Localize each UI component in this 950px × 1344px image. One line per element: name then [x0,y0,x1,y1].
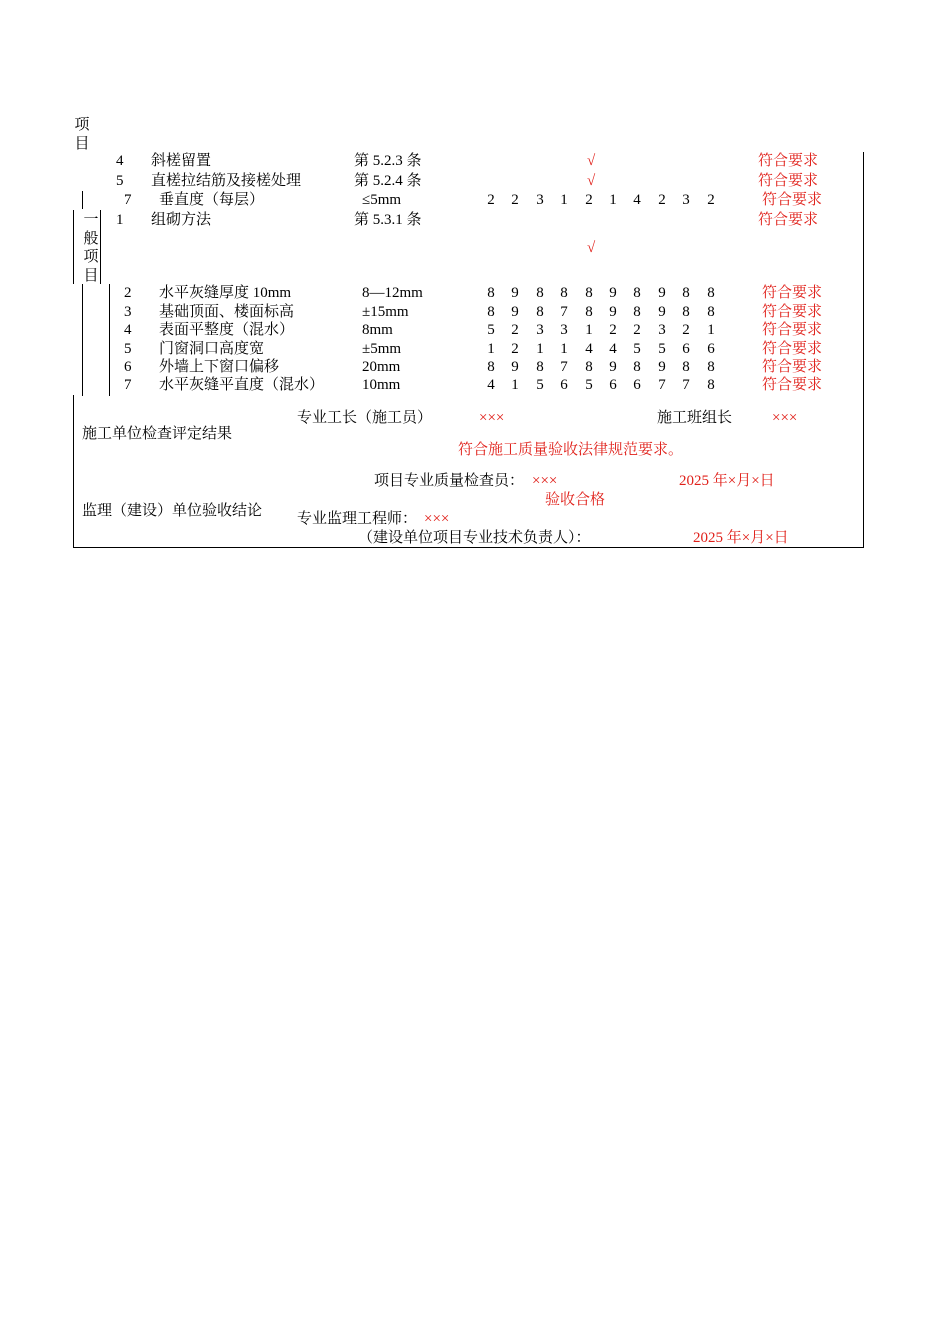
team-leader-value: ××× [772,410,798,426]
measurement: 3 [682,192,690,208]
measurement: 6 [560,377,568,393]
table-right-border-top [863,152,864,547]
contractor-result-label: 施工单位检查评定结果 [82,426,233,442]
row-name: 表面平整度（混水） [159,322,295,338]
measurement: 9 [658,285,666,301]
row-no: 7 [124,377,132,393]
measurement: 1 [536,341,544,357]
team-leader-label: 施工班组长 [657,410,733,426]
measurement: 1 [560,341,568,357]
measurement: 9 [511,304,519,320]
row-name: 水平灰缝厚度 10mm [159,285,292,301]
measurement: 2 [633,322,641,338]
row-standard: ±15mm [362,304,409,320]
measurement: 5 [487,322,495,338]
main-row-5-no: 5 [116,173,124,189]
contractor-date: 2025 年×月×日 [679,473,775,489]
measurement: 9 [658,359,666,375]
measurement: 8 [707,377,715,393]
measurement: 2 [658,192,666,208]
supervisor-result-label: 监理（建设）单位验收结论 [82,503,263,519]
contractor-conclusion: 符合施工质量验收法律规范要求。 [458,442,684,458]
row-standard: 8—12mm [362,285,423,301]
measurement: 2 [511,341,519,357]
row-standard: 8mm [362,322,393,338]
row-no: 3 [124,304,132,320]
main-row-7-standard: ≤5mm [362,192,402,208]
measurement: 3 [560,322,568,338]
general-section-label: 一般项目 [83,212,99,284]
measurement: 8 [682,359,690,375]
row-result: 符合要求 [762,341,823,357]
general-left-border-a [73,210,74,284]
measurement: 8 [487,359,495,375]
general-inner-border-a [100,210,101,284]
main-row-5-result: 符合要求 [758,173,819,189]
measurement: 2 [487,192,495,208]
supervising-engineer-label: 专业监理工程师： [297,511,418,527]
supervising-engineer-value: ××× [424,511,450,527]
main-row-5-standard: 第 5.2.4 条 [354,173,422,189]
measurement: 9 [609,285,617,301]
measurement: 7 [658,377,666,393]
supervisor-date: 2025 年×月×日 [693,530,789,546]
measurement: 6 [707,341,715,357]
measurement: 8 [707,285,715,301]
main-row-5-name: 直槎拉结筋及接槎处理 [151,173,302,189]
measurement: 4 [487,377,495,393]
main-row-4-name: 斜槎留置 [151,153,212,169]
table-bottom-border [73,547,864,548]
measurement: 7 [560,304,568,320]
measurement: 9 [609,304,617,320]
quality-inspector-label: 项目专业质量检查员： [374,473,525,489]
measurement: 5 [658,341,666,357]
measurement: 2 [511,322,519,338]
measurement: 8 [487,304,495,320]
measurement: 2 [511,192,519,208]
row-name: 水平灰缝平直度（混水） [159,377,325,393]
row-standard: ±5mm [362,341,402,357]
measurement: 8 [487,285,495,301]
measurement: 8 [707,304,715,320]
measurement: 2 [609,322,617,338]
foreman-label: 专业工长（施工员） [297,410,433,426]
measurement: 1 [487,341,495,357]
measurement: 8 [682,304,690,320]
row-standard: 20mm [362,359,401,375]
measurement: 4 [609,341,617,357]
general-row-1-check: √ [587,240,596,256]
foreman-value: ××× [479,410,505,426]
main-section-label: 项目 [74,117,90,152]
main-row-7-no: 7 [124,192,132,208]
general-row-1-name: 组砌方法 [151,212,212,228]
measurement: 3 [536,192,544,208]
general-row-1-no: 1 [116,212,124,228]
measurement: 5 [536,377,544,393]
row-result: 符合要求 [762,377,823,393]
measurement: 2 [707,192,715,208]
general-row-1-standard: 第 5.3.1 条 [354,212,422,228]
measurement: 9 [511,359,519,375]
measurement: 8 [536,304,544,320]
measurement: 9 [511,285,519,301]
measurement: 4 [585,341,593,357]
measurement: 8 [585,304,593,320]
measurement: 8 [536,359,544,375]
measurement: 8 [585,359,593,375]
measurement: 2 [682,322,690,338]
row-no: 6 [124,359,132,375]
row-name: 外墙上下窗口偏移 [159,359,280,375]
measurement: 2 [585,192,593,208]
measurement: 8 [633,285,641,301]
row-result: 符合要求 [762,322,823,338]
main-row-4-standard: 第 5.2.3 条 [354,153,422,169]
supervisor-conclusion: 验收合格 [545,492,606,508]
general-inner-border-b [109,284,110,396]
measurement: 9 [609,359,617,375]
measurement: 8 [707,359,715,375]
row-result: 符合要求 [762,359,823,375]
measurement: 8 [585,285,593,301]
measurement: 7 [682,377,690,393]
main-row-4-result: 符合要求 [758,153,819,169]
measurement: 6 [633,377,641,393]
measurement: 1 [609,192,617,208]
measurement: 1 [585,322,593,338]
measurement: 8 [682,285,690,301]
row-result: 符合要求 [762,285,823,301]
row-name: 门窗洞口高度宽 [159,341,265,357]
main-row-7-name: 垂直度（每层） [159,192,265,208]
measurement: 8 [560,285,568,301]
general-left-border-b [82,284,83,396]
general-row-1-result: 符合要求 [758,212,819,228]
measurement: 9 [658,304,666,320]
measurement: 4 [633,192,641,208]
row-no: 2 [124,285,132,301]
measurement: 8 [633,304,641,320]
quality-inspector-value: ××× [532,473,558,489]
row7-left-tick [82,191,83,209]
measurement: 1 [560,192,568,208]
row-standard: 10mm [362,377,401,393]
measurement: 8 [536,285,544,301]
measurement: 1 [511,377,519,393]
main-row-4-check: √ [587,153,596,169]
measurement: 1 [707,322,715,338]
measurement: 6 [609,377,617,393]
measurement: 3 [658,322,666,338]
measurement: 7 [560,359,568,375]
measurement: 6 [682,341,690,357]
measurement: 3 [536,322,544,338]
measurement: 5 [585,377,593,393]
row-name: 基础顶面、楼面标高 [159,304,295,320]
main-row-4-no: 4 [116,153,124,169]
table-left-border-bottom [73,395,74,547]
measurement: 8 [633,359,641,375]
measurement: 5 [633,341,641,357]
main-row-7-result: 符合要求 [762,192,823,208]
row-no: 5 [124,341,132,357]
row-no: 4 [124,322,132,338]
owner-technical-lead-label: （建设单位项目专业技术负责人）： [358,530,591,546]
row-result: 符合要求 [762,304,823,320]
main-row-5-check: √ [587,173,596,189]
